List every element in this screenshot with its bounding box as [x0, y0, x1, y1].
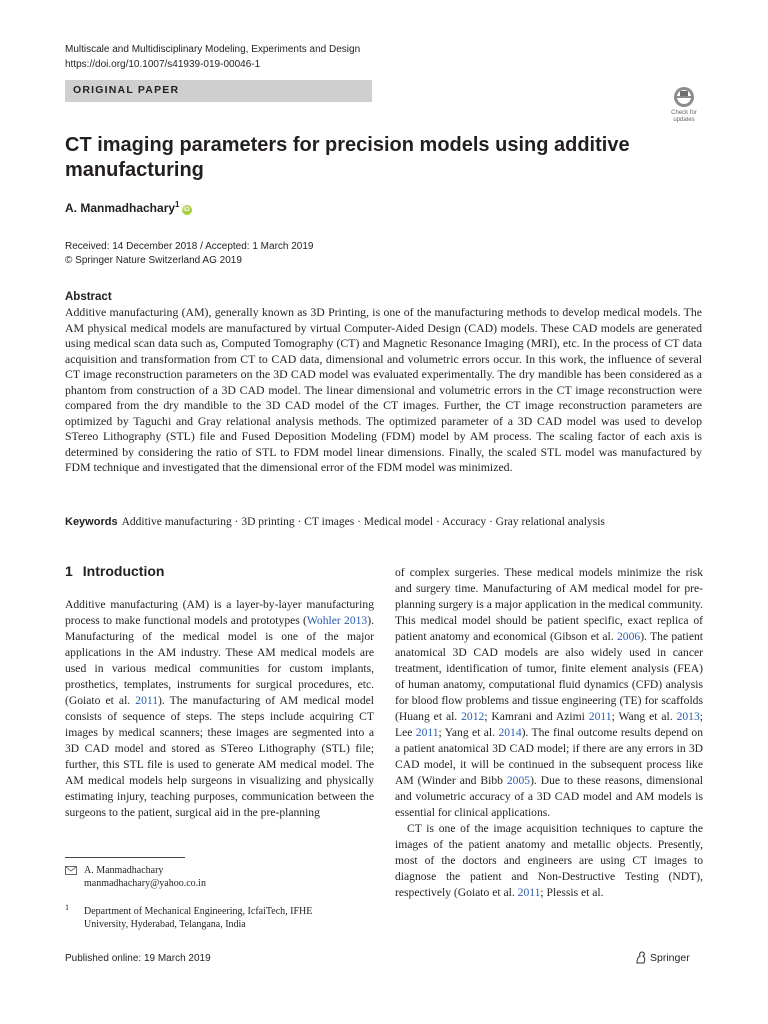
section-heading: [65, 563, 164, 579]
footnote-divider: [65, 857, 185, 858]
check-for-updates-badge[interactable]: [664, 84, 704, 124]
badge-text-line2: updates: [673, 117, 695, 123]
publisher-name: Springer: [650, 952, 690, 964]
citation-link[interactable]: 2006: [617, 630, 641, 643]
author-line: [65, 200, 192, 215]
badge-text-line1: Check for: [671, 110, 697, 116]
citation-link[interactable]: 2011: [415, 726, 439, 739]
article-type-banner: [65, 80, 372, 102]
publisher-logo: [634, 951, 690, 964]
orcid-icon[interactable]: iD: [183, 206, 190, 213]
received-accepted: Received: 14 December 2018 / Accepted: 1 March 2019: [65, 241, 314, 252]
journal-header: [65, 42, 360, 72]
affiliation: Department of Mechanical Engineering, IcfaiTech, IFHE University, Hyderabad, Telangana, India: [84, 906, 313, 930]
paragraph: CT is one of the image acquisition techniques to capture the images of the patient anatomy and metallic objects. Presently, most of the doctors and engineers are using CT images to diagnose the patient and Non-Destructive Testing (NDT), respectively (Goiato et al. 2011; Plessis et al.: [395, 822, 703, 899]
keywords-text: Additive manufacturing · 3D printing · CT images · Medical model · Accuracy · Gray relational analysis: [121, 516, 605, 528]
dates-block: [65, 240, 313, 268]
affiliation-number: 1: [65, 903, 69, 912]
citation-link[interactable]: 2005: [506, 774, 531, 787]
envelope-icon: [65, 866, 77, 875]
citation-link[interactable]: Wohler 2013: [306, 614, 368, 627]
check-for-updates-icon: [664, 84, 704, 124]
citation-link[interactable]: 2013: [676, 710, 700, 723]
paragraph: Additive manufacturing (AM) is a layer-by-layer manufacturing process to make functional models and prototypes (Wohler 2013). Manufacturing of the medical model is one of the major applications in the AM industry. These AM medical models are used in various medical communities for custom implants, prosthetics, templates, instruments for surgical procedures, etc. (Goiato et al. 2011). The manufacturing of AM medical model consists of sequence of steps. The steps include acquiring CT images by medical scanners; these images are segmented into a 3D CAD model and stored as STereo Lithography (STL) file; further, this STL file is used to generate AM medical model. The AM medical models help surgeons in visualizing and physically estimating injury, teaching purposes, communication between the surgeons to the patient, surgical aid in the pre-planning: [65, 598, 374, 819]
corresponding-author: [84, 864, 206, 890]
author-name: A. Manmadhachary: [65, 201, 176, 215]
abstract-text: Additive manufacturing (AM), generally known as 3D Printing, is one of the manufacturing methods to develop medical models. The AM physical medical models are manufactured by virtual Computer-Aided Design (CAD) models. These CAD models are generated using medical scan data such as, Computed Tomography (CT) and Magnetic Resonance Imaging (MRI), etc. In the process of CT data acquisition and transformation from CT to CAD data, dimensional and volumetric errors occur. In this work, the influence of several CT image reconstruction parameters on the 3D CAD model was evaluated experimentally. The dry mandible has been considered as a phantom from construction of a 3D CAD model. The linear dimensional and volumetric errors in the CT image reconstruction were compared from the dry mandible to the 3D CAD model of the CT images. Further, the CT image reconstruction parameters are optimized by Taguchi and Gray relational analysis methods. The optimized parameter of a 3D CAD model was used to develop STereo Lithography (STL) file and Fused Deposition Modeling (FDM) model by AM process. The scaling factor of each axis is determined by considering the ratio of STL to FDM model linear dimensions. Finally, the scaled STL model was manufactured by FDM technique and investigated that the dimensional error of the FDM model was minimized.: [65, 305, 702, 474]
section-number: 1: [65, 563, 73, 579]
section-title: Introduction: [82, 563, 165, 579]
paragraph: of complex surgeries. These medical models minimize the risk and surgery time. Manufacturing of AM medical model for pre-planning surgery is a major application in the medical community. This medical model should be patient specific, exact replica of patient anatomy and economical (Gibson et al. 2006). The patient anatomical 3D CAD models are also widely used in cancer treatment, identification of tumor, finite element analysis (FEA) of human anatomy, computational fluid dynamics (CFD) analysis for blood flow problems and tissue engineering (TE) for scaffolds (Huang et al. 2012; Kamrani and Azimi 2011; Wang et al. 2013; Lee 2011; Yang et al. 2014). The final outcome results depend on a patient anatomical 3D CAD model; if there are any errors in 3D CAD model, it will be continued in the subsequent process like AM (Winder and Bibb 2005). Due to these reasons, dimensional and volumetric accuracy of a 3D CAD model and AM models is essential for clinical applications.: [395, 566, 703, 819]
paper-title: CT imaging parameters for precision models using additive manufacturing: [65, 134, 630, 181]
citation-link[interactable]: 2014: [498, 726, 522, 739]
intro-column-left: [65, 597, 374, 821]
corresponding-name: A. Manmadhachary: [84, 865, 164, 876]
article-type-label: ORIGINAL PAPER: [73, 84, 180, 96]
copyright: © Springer Nature Switzerland AG 2019: [65, 255, 242, 266]
citation-link[interactable]: 2012: [461, 710, 485, 723]
corresponding-email[interactable]: manmadhachary@yahoo.co.in: [84, 878, 206, 889]
keywords-line: [65, 516, 705, 528]
published-online: Published online: 19 March 2019: [65, 953, 211, 964]
doi-link[interactable]: https://doi.org/10.1007/s41939-019-00046-1: [65, 59, 261, 70]
citation-link[interactable]: 2011: [517, 886, 541, 899]
citation-link[interactable]: 2011: [135, 694, 159, 707]
keywords-label: Keywords: [65, 516, 118, 528]
journal-name: Multiscale and Multidisciplinary Modeling, Experiments and Design: [65, 44, 361, 55]
springer-horse-icon: [634, 951, 647, 964]
author-affiliation-sup: 1: [175, 200, 180, 209]
abstract-heading: Abstract: [65, 291, 112, 303]
citation-link[interactable]: 2011: [588, 710, 612, 723]
intro-column-right: [395, 565, 703, 901]
